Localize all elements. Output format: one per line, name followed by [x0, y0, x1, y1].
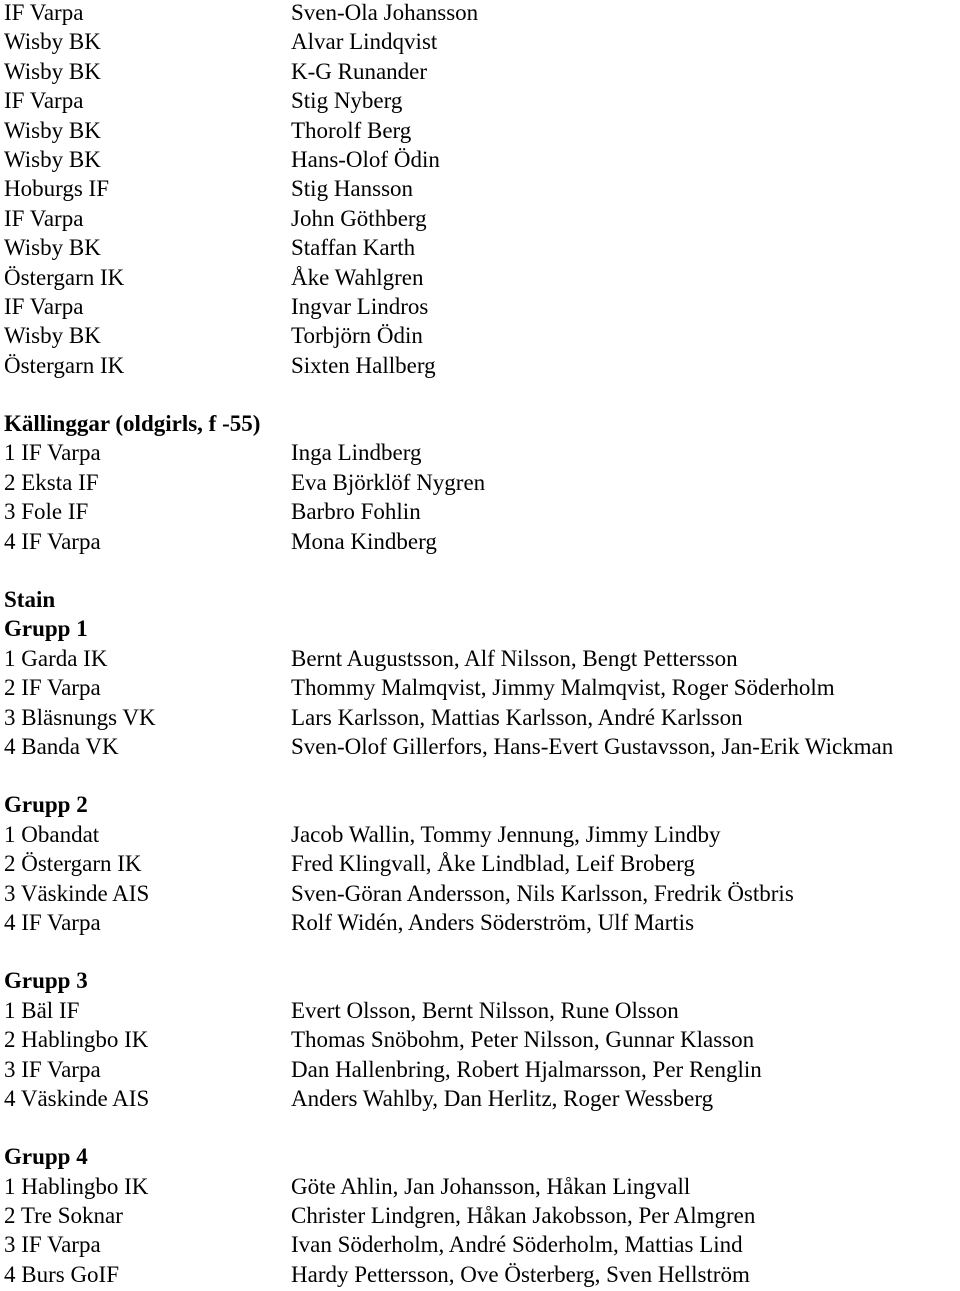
section-heading: Källinggar (oldgirls, f -55): [4, 411, 261, 437]
list-item: [4, 88, 960, 117]
team-players: Christer Lindgren, Håkan Jakobsson, Per Almgren: [291, 1203, 756, 1229]
list-item: [4, 235, 960, 264]
top-results-list: [4, 0, 960, 382]
player-name: Åke Wahlgren: [291, 264, 424, 290]
player-name: Staffan Karth: [291, 235, 416, 261]
result-row: [4, 499, 960, 528]
player-name: Mona Kindberg: [291, 528, 437, 554]
club-name: Östergarn IK: [4, 264, 125, 290]
list-item: [4, 0, 960, 29]
placement: 2 Hablingbo IK: [4, 1027, 149, 1053]
placement: 4 Burs GoIF: [4, 1261, 120, 1287]
result-row: [4, 1057, 960, 1086]
club-name: IF Varpa: [4, 0, 84, 25]
team-players: Göte Ahlin, Jan Johansson, Håkan Lingvall: [291, 1173, 691, 1199]
club-name: Wisby BK: [4, 235, 101, 261]
list-item: [4, 29, 960, 58]
list-item: [4, 294, 960, 323]
group-2: [4, 792, 960, 939]
placement: 4 Väskinde AIS: [4, 1085, 150, 1111]
club-name: Hoburgs IF: [4, 176, 110, 202]
player-name: Sven-Ola Johansson: [291, 0, 479, 25]
team-players: Hardy Pettersson, Ove Österberg, Sven Hellström: [291, 1261, 750, 1287]
placement: 3 Väskinde AIS: [4, 880, 150, 906]
list-item: [4, 176, 960, 205]
player-name: Stig Hansson: [291, 176, 414, 202]
player-name: Torbjörn Ödin: [291, 323, 423, 349]
club-name: IF Varpa: [4, 88, 84, 114]
result-row: [4, 440, 960, 469]
placement: 2 Eksta IF: [4, 469, 99, 495]
club-name: IF Varpa: [4, 205, 84, 231]
placement: 2 Tre Soknar: [4, 1203, 123, 1229]
group-3: [4, 968, 960, 1115]
placement: 3 Bläsnungs VK: [4, 704, 156, 730]
player-name: Alvar Lindqvist: [291, 29, 438, 55]
result-row: [4, 705, 960, 734]
group-1: [4, 616, 960, 763]
result-row: [4, 881, 960, 910]
result-row: [4, 734, 960, 763]
list-item: [4, 353, 960, 382]
team-players: Lars Karlsson, Mattias Karlsson, André Karlsson: [291, 704, 743, 730]
player-name: Stig Nyberg: [291, 88, 403, 114]
placement: 4 IF Varpa: [4, 909, 101, 935]
team-players: Bernt Augustsson, Alf Nilsson, Bengt Pettersson: [291, 645, 738, 671]
list-item: [4, 147, 960, 176]
player-name: Barbro Fohlin: [291, 499, 421, 525]
placement: 2 Östergarn IK: [4, 851, 142, 877]
placement: 3 IF Varpa: [4, 1232, 101, 1258]
kallinggar-section: [4, 411, 960, 558]
club-name: Wisby BK: [4, 117, 101, 143]
result-row: [4, 998, 960, 1027]
team-players: Thommy Malmqvist, Jimmy Malmqvist, Roger Söderholm: [291, 675, 835, 701]
result-row: [4, 1174, 960, 1203]
team-players: Sven-Göran Andersson, Nils Karlsson, Fredrik Östbris: [291, 880, 794, 906]
group-heading: Grupp 3: [4, 968, 88, 994]
placement: 1 Obandat: [4, 821, 100, 847]
placement: 1 IF Varpa: [4, 440, 101, 466]
player-name: Ingvar Lindros: [291, 293, 429, 319]
team-players: Evert Olsson, Bernt Nilsson, Rune Olsson: [291, 997, 679, 1023]
group-4: [4, 1144, 960, 1291]
club-name: Wisby BK: [4, 323, 101, 349]
player-name: Thorolf Berg: [291, 117, 412, 143]
placement: 2 IF Varpa: [4, 675, 101, 701]
list-item: [4, 118, 960, 147]
player-name: K-G Runander: [291, 58, 428, 84]
group-heading: Grupp 4: [4, 1144, 88, 1170]
placement: 4 Banda VK: [4, 733, 119, 759]
result-row: [4, 910, 960, 939]
player-name: Sixten Hallberg: [291, 352, 436, 378]
group-heading: Grupp 2: [4, 792, 88, 818]
placement: 3 Fole IF: [4, 499, 89, 525]
result-row: [4, 646, 960, 675]
placement: 3 IF Varpa: [4, 1056, 101, 1082]
player-name: Hans-Olof Ödin: [291, 146, 440, 172]
stain-section: [4, 587, 960, 1291]
player-name: Eva Björklöf Nygren: [291, 469, 486, 495]
team-players: Dan Hallenbring, Robert Hjalmarsson, Per Renglin: [291, 1056, 762, 1082]
result-row: [4, 851, 960, 880]
club-name: Wisby BK: [4, 58, 101, 84]
team-players: Jacob Wallin, Tommy Jennung, Jimmy Lindby: [291, 821, 721, 847]
result-row: [4, 529, 960, 558]
club-name: Wisby BK: [4, 146, 101, 172]
result-row: [4, 1027, 960, 1056]
group-heading: Grupp 1: [4, 616, 88, 642]
placement: 4 IF Varpa: [4, 528, 101, 554]
result-row: [4, 470, 960, 499]
results-document: [4, 0, 960, 1291]
player-name: John Göthberg: [291, 205, 427, 231]
placement: 1 Bäl IF: [4, 997, 80, 1023]
club-name: IF Varpa: [4, 293, 84, 319]
list-item: [4, 323, 960, 352]
list-item: [4, 206, 960, 235]
result-row: [4, 1232, 960, 1261]
team-players: Thomas Snöbohm, Peter Nilsson, Gunnar Klasson: [291, 1027, 755, 1053]
club-name: Wisby BK: [4, 29, 101, 55]
result-row: [4, 822, 960, 851]
team-players: Anders Wahlby, Dan Herlitz, Roger Wessberg: [291, 1085, 714, 1111]
team-players: Ivan Söderholm, André Söderholm, Mattias Lind: [291, 1232, 743, 1258]
team-players: Fred Klingvall, Åke Lindblad, Leif Broberg: [291, 851, 695, 877]
result-row: [4, 1086, 960, 1115]
club-name: Östergarn IK: [4, 352, 125, 378]
placement: 1 Hablingbo IK: [4, 1173, 149, 1199]
result-row: [4, 1203, 960, 1232]
list-item: [4, 59, 960, 88]
team-players: Rolf Widén, Anders Söderström, Ulf Martis: [291, 909, 695, 935]
list-item: [4, 265, 960, 294]
section-heading: Stain: [4, 587, 56, 613]
result-row: [4, 675, 960, 704]
team-players: Sven-Olof Gillerfors, Hans-Evert Gustavsson, Jan-Erik Wickman: [291, 733, 894, 759]
placement: 1 Garda IK: [4, 645, 108, 671]
player-name: Inga Lindberg: [291, 440, 422, 466]
